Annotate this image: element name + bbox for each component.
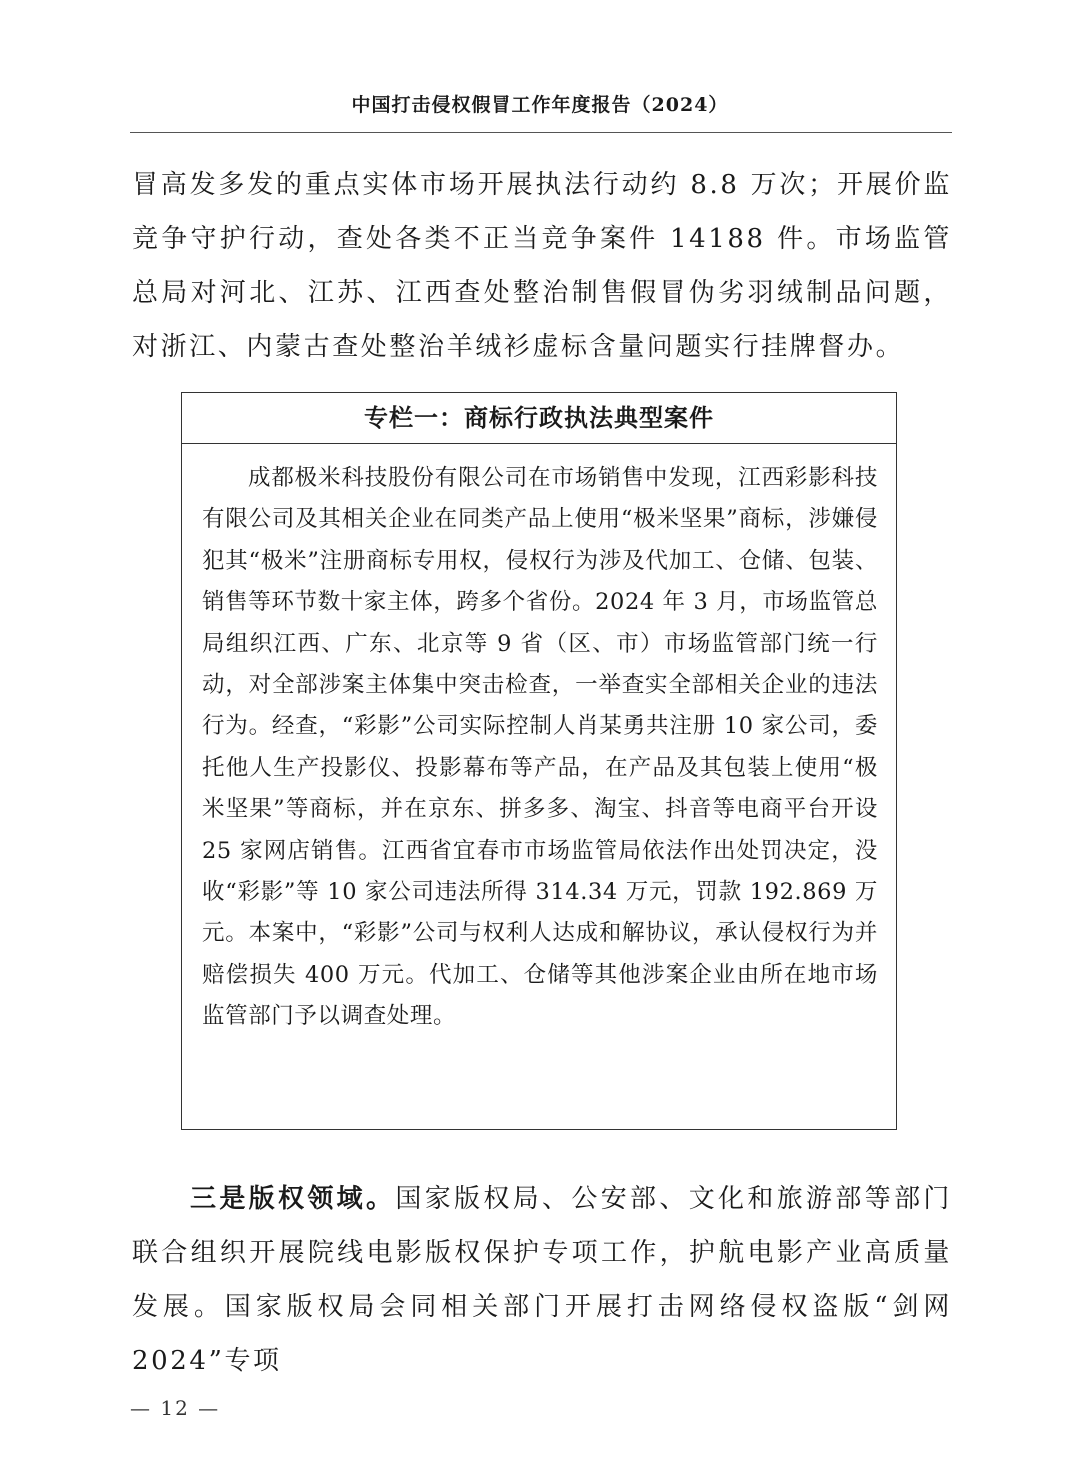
running-header: 中国打击侵权假冒工作年度报告（2024） bbox=[351, 94, 729, 116]
page-number: — 12 — bbox=[130, 1396, 221, 1420]
header-divider bbox=[130, 132, 952, 133]
column-box-body: 成都极米科技股份有限公司在市场销售中发现，江西彩影科技有限公司及其相关企业在同类产品上使用“极米坚果”商标，涉嫌侵犯其“极米”注册商标专用权，侵权行为涉及代加工、仓储、包装、销售等环节数十家主体，跨多个省份。2024 年 3 月，市场监管总局组织江西、广东、北京等 9 省（区、市）市场监管部门统一行动，对全部涉案主体集中突击检查，一举查实全部相关企业的违法行为。经查，“彩影”公司实际控制人肖某勇共注册 10 家公司，委托他人生产投影仪、投影幕布等产品，在产品及其包装上使用“极米坚果”等商标，并在京东、拼多多、淘宝、抖音等电商平台开设 25 家网店销售。江西省宜春市市场监管局依法作出处罚决定，没收“彩影”等 10 家公司违法所得 314.34 万元，罚款 192.869 万元。本案中，“彩影”公司与权利人达成和解协议，承认侵权行为并赔偿损失 400 万元。代加工、仓储等其他涉案企业由所在地市场监管部门予以调查处理。 bbox=[202, 465, 878, 1030]
column-box bbox=[181, 392, 897, 1130]
section-lead: 三是版权领域。 bbox=[190, 1184, 396, 1214]
section-paragraph bbox=[132, 1172, 952, 1388]
body-paragraph: 冒高发多发的重点实体市场开展执法行动约 8.8 万次；开展价监竞争守护行动，查处各类不正当竞争案件 14188 件。市场监管总局对河北、江苏、江西查处整治制售假冒伪劣羽绒制品问题，对浙江、内蒙古查处整治羊绒衫虚标含量问题实行挂牌督办。 bbox=[132, 170, 952, 362]
column-box-title: 专栏一：商标行政执法典型案件 bbox=[182, 393, 896, 444]
section-text: 国家版权局、公安部、文化和旅游部等部门联合组织开展院线电影版权保护专项工作，护航电影产业高质量发展。国家版权局会同相关部门开展打击网络侵权盗版“剑网 2024”专项 bbox=[132, 1184, 953, 1376]
